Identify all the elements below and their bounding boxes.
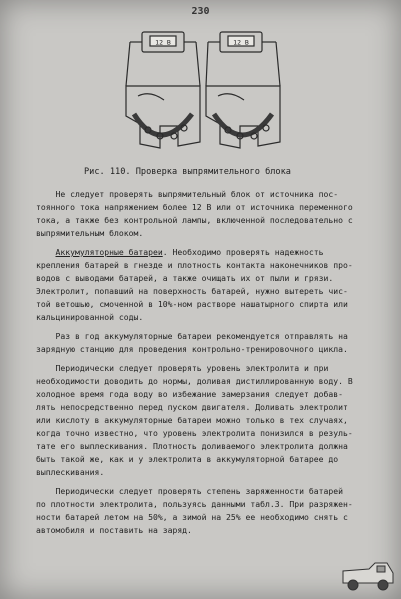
page-number: 230 [191,6,210,17]
text-line: Периодически следует проверять степень заряженности батарей [36,486,343,496]
text-line: тате его выплескивания. Плотность доливаемого электролита должна [36,441,348,451]
text-line: Не следует проверять выпрямительный блок от источника пос- [36,189,339,199]
text-line: ности батарей летом на 50%, а зимой на 25% ее необходимо снять с [36,512,348,522]
text-line: холодное время года воду во избежание замерзания следует добав- [36,389,343,399]
paragraph [36,246,388,324]
heading-continuation: . Необходимо проверять надежность [162,247,324,257]
text-line: Раз в год аккумуляторные батареи рекомендуется отправлять на [36,331,348,341]
text-line: зарядную станцию для проведения контрольно-тренировочного цикла. [36,344,348,354]
text-line: необходимости доводить до нормы, доливая дистиллированную воду. В [36,376,353,386]
text-line: той ветошью, смоченной в 10%-ном растворе нашатырного спирта или [36,299,348,309]
paragraph [36,362,388,479]
lamp-voltage-label-right: 12 В [233,38,249,47]
text-line: Периодически следует проверять уровень электролита и при [36,363,329,373]
text-line: тоянного тока напряжением более 12 В или от источника переменного [36,202,353,212]
text-line: лять непосредственно перед пуском двигателя. Доливать электролит [36,402,348,412]
truck-icon [339,559,397,593]
text-line: водов с выводами батарей, а также очищать их от пыли и грязи. [36,273,334,283]
text-line: или кислоту в аккумуляторные батареи можно только в тех случаях, [36,415,348,425]
text-line [36,246,388,259]
text-line: крепления батарей в гнезде и плотность контакта наконечников про- [36,260,353,270]
rectifier-diagram [120,26,290,166]
text-line: тока, а также без контрольной лампы, включенной последовательно с [36,215,353,225]
rectifier-test-illustration [120,26,290,166]
text-line: выпрямительным блоком. [36,228,144,238]
truck-emblem [339,559,397,593]
text-line: по плотности электролита, пользуясь данными табл.3. При разряжен- [36,499,353,509]
text-line: Электролит, попавший на поверхность батарей, нужно вытереть чис- [36,286,348,296]
text-line: быть такой же, как и у электролита в аккумуляторной батарее до [36,454,339,464]
section-heading: Аккумуляторные батареи [55,247,163,257]
body-text [36,188,388,537]
paragraph [36,485,388,537]
text-line: автомобиля и поставить на заряд. [36,525,192,535]
text-line: кальцинированной соды. [36,312,144,322]
figure-caption: Рис. 110. Проверка выпрямительного блока [84,167,291,177]
paragraph [36,188,388,240]
text-line: когда точно известно, что уровень электролита понизился в резуль- [36,428,353,438]
text-line: выплескивания. [36,467,105,477]
paragraph [36,330,388,356]
lamp-voltage-label-left: 12 В [155,38,171,47]
